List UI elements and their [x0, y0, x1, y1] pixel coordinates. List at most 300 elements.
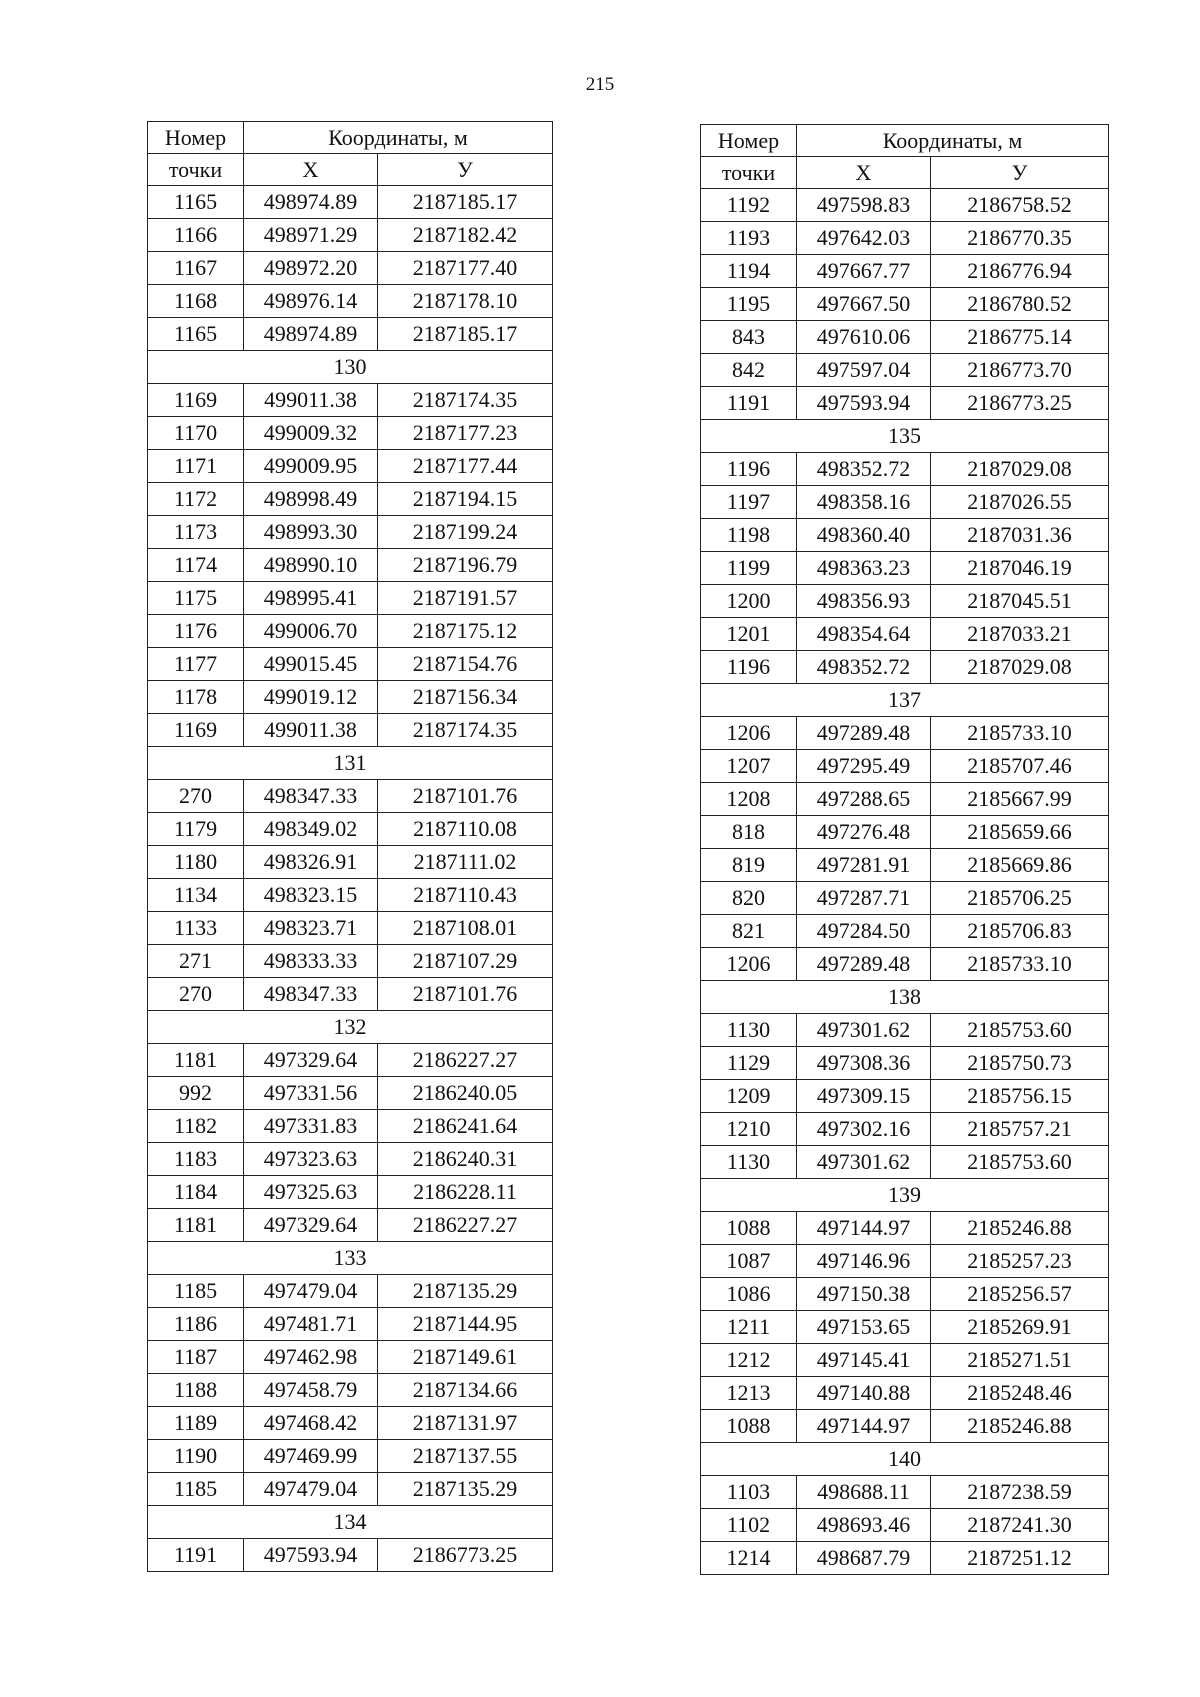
section-row: [148, 1506, 553, 1539]
y-coordinate-cell: 2187135.29: [378, 1473, 553, 1506]
table-row: [701, 783, 1109, 816]
point-number-cell: 1176: [148, 615, 244, 648]
x-coordinate-cell: 497325.63: [244, 1176, 378, 1209]
y-coordinate-cell: 2187135.29: [378, 1275, 553, 1308]
y-coordinate-cell: 2186227.27: [378, 1209, 553, 1242]
y-coordinate-cell: 2186227.27: [378, 1044, 553, 1077]
table-row: [701, 255, 1109, 288]
table-row: [148, 1275, 553, 1308]
point-number-cell: 1177: [148, 648, 244, 681]
point-number-cell: 1179: [148, 813, 244, 846]
x-coordinate-cell: 498323.15: [244, 879, 378, 912]
table-row: [148, 813, 553, 846]
y-coordinate-cell: 2187134.66: [378, 1374, 553, 1407]
table-row: [148, 1539, 553, 1572]
x-coordinate-cell: 498326.91: [244, 846, 378, 879]
point-number-cell: 819: [701, 849, 797, 882]
point-number-cell: 1134: [148, 879, 244, 912]
header-coordinates: Координаты, м: [797, 125, 1109, 157]
table-row: [701, 618, 1109, 651]
y-coordinate-cell: 2185756.15: [931, 1080, 1109, 1113]
point-number-cell: 1201: [701, 618, 797, 651]
y-coordinate-cell: 2187101.76: [378, 978, 553, 1011]
section-row: [148, 1011, 553, 1044]
y-coordinate-cell: 2187185.17: [378, 318, 553, 351]
y-coordinate-cell: 2187185.17: [378, 186, 553, 219]
table-row: [148, 1176, 553, 1209]
table-row: [148, 450, 553, 483]
point-number-cell: 1189: [148, 1407, 244, 1440]
section-row: [701, 420, 1109, 453]
x-coordinate-cell: 498688.11: [797, 1476, 931, 1509]
point-number-cell: 1171: [148, 450, 244, 483]
table-row: [148, 681, 553, 714]
y-coordinate-cell: 2187029.08: [931, 651, 1109, 684]
point-number-cell: 818: [701, 816, 797, 849]
point-number-cell: 270: [148, 780, 244, 813]
section-row: [148, 351, 553, 384]
point-number-cell: 1088: [701, 1212, 797, 1245]
table-row: [701, 717, 1109, 750]
header-coordinates: Координаты, м: [244, 122, 553, 154]
x-coordinate-cell: 497276.48: [797, 816, 931, 849]
y-coordinate-cell: 2185753.60: [931, 1014, 1109, 1047]
x-coordinate-cell: 497331.56: [244, 1077, 378, 1110]
point-number-cell: 1187: [148, 1341, 244, 1374]
point-number-cell: 1183: [148, 1143, 244, 1176]
x-coordinate-cell: 497610.06: [797, 321, 931, 354]
y-coordinate-cell: 2185257.23: [931, 1245, 1109, 1278]
header-point-number-line2: точки: [148, 154, 244, 186]
point-number-cell: 1168: [148, 285, 244, 318]
table-row: [701, 1377, 1109, 1410]
y-coordinate-cell: 2187108.01: [378, 912, 553, 945]
x-coordinate-cell: 498363.23: [797, 552, 931, 585]
x-coordinate-cell: 497308.36: [797, 1047, 931, 1080]
header-point-number-line2: точки: [701, 157, 797, 189]
x-coordinate-cell: 497667.77: [797, 255, 931, 288]
header-x: X: [244, 154, 378, 186]
y-coordinate-cell: 2186758.52: [931, 189, 1109, 222]
table-row: [148, 417, 553, 450]
x-coordinate-cell: 499009.32: [244, 417, 378, 450]
y-coordinate-cell: 2187154.76: [378, 648, 553, 681]
table-row: [701, 1278, 1109, 1311]
x-coordinate-cell: 498358.16: [797, 486, 931, 519]
x-coordinate-cell: 497281.91: [797, 849, 931, 882]
point-number-cell: 1196: [701, 453, 797, 486]
point-number-cell: 843: [701, 321, 797, 354]
point-number-cell: 1169: [148, 714, 244, 747]
x-coordinate-cell: 497153.65: [797, 1311, 931, 1344]
point-number-cell: 1193: [701, 222, 797, 255]
x-coordinate-cell: 498354.64: [797, 618, 931, 651]
y-coordinate-cell: 2185757.21: [931, 1113, 1109, 1146]
y-coordinate-cell: 2187045.51: [931, 585, 1109, 618]
point-number-cell: 1195: [701, 288, 797, 321]
table-row: [701, 1542, 1109, 1575]
header-point-number: Номер: [148, 122, 244, 154]
y-coordinate-cell: 2186241.64: [378, 1110, 553, 1143]
y-coordinate-cell: 2186773.70: [931, 354, 1109, 387]
y-coordinate-cell: 2185256.57: [931, 1278, 1109, 1311]
point-number-cell: 1185: [148, 1473, 244, 1506]
y-coordinate-cell: 2187033.21: [931, 618, 1109, 651]
x-coordinate-cell: 497597.04: [797, 354, 931, 387]
x-coordinate-cell: 498356.93: [797, 585, 931, 618]
y-coordinate-cell: 2187196.79: [378, 549, 553, 582]
y-coordinate-cell: 2187110.43: [378, 879, 553, 912]
y-coordinate-cell: 2185707.46: [931, 750, 1109, 783]
table-row: [701, 1311, 1109, 1344]
table-row: [148, 714, 553, 747]
table-row: [148, 1407, 553, 1440]
table-row: [148, 219, 553, 252]
point-number-cell: 1192: [701, 189, 797, 222]
x-coordinate-cell: 498352.72: [797, 651, 931, 684]
coordinates-table-right: [700, 124, 1109, 1575]
y-coordinate-cell: 2187251.12: [931, 1542, 1109, 1575]
point-number-cell: 1210: [701, 1113, 797, 1146]
x-coordinate-cell: 499011.38: [244, 714, 378, 747]
x-coordinate-cell: 497289.48: [797, 717, 931, 750]
x-coordinate-cell: 497295.49: [797, 750, 931, 783]
y-coordinate-cell: 2187177.44: [378, 450, 553, 483]
x-coordinate-cell: 497140.88: [797, 1377, 931, 1410]
section-number: 139: [701, 1179, 1109, 1212]
y-coordinate-cell: 2187182.42: [378, 219, 553, 252]
x-coordinate-cell: 497144.97: [797, 1410, 931, 1443]
section-number: 135: [701, 420, 1109, 453]
y-coordinate-cell: 2185246.88: [931, 1410, 1109, 1443]
section-number: 133: [148, 1242, 553, 1275]
table-row: [148, 1473, 553, 1506]
x-coordinate-cell: 497145.41: [797, 1344, 931, 1377]
point-number-cell: 1181: [148, 1209, 244, 1242]
point-number-cell: 1190: [148, 1440, 244, 1473]
section-row: [701, 1179, 1109, 1212]
y-coordinate-cell: 2187131.97: [378, 1407, 553, 1440]
y-coordinate-cell: 2187149.61: [378, 1341, 553, 1374]
table-row: [701, 1476, 1109, 1509]
point-number-cell: 1194: [701, 255, 797, 288]
x-coordinate-cell: 497462.98: [244, 1341, 378, 1374]
point-number-cell: 1181: [148, 1044, 244, 1077]
x-coordinate-cell: 498971.29: [244, 219, 378, 252]
point-number-cell: 992: [148, 1077, 244, 1110]
section-number: 131: [148, 747, 553, 780]
y-coordinate-cell: 2187174.35: [378, 384, 553, 417]
header-y: У: [931, 157, 1109, 189]
table-row: [701, 222, 1109, 255]
table-row: [148, 483, 553, 516]
point-number-cell: 1130: [701, 1146, 797, 1179]
table-row: [701, 1509, 1109, 1542]
table-row: [701, 552, 1109, 585]
table-row: [148, 648, 553, 681]
y-coordinate-cell: 2185669.86: [931, 849, 1109, 882]
table-row: [148, 1341, 553, 1374]
y-coordinate-cell: 2186770.35: [931, 222, 1109, 255]
y-coordinate-cell: 2185271.51: [931, 1344, 1109, 1377]
point-number-cell: 1087: [701, 1245, 797, 1278]
table-row: [701, 585, 1109, 618]
section-row: [701, 684, 1109, 717]
point-number-cell: 270: [148, 978, 244, 1011]
table-row: [701, 189, 1109, 222]
point-number-cell: 1198: [701, 519, 797, 552]
y-coordinate-cell: 2187191.57: [378, 582, 553, 615]
table-row: [701, 1047, 1109, 1080]
page-number: 215: [585, 74, 615, 95]
point-number-cell: 1165: [148, 318, 244, 351]
section-number: 138: [701, 981, 1109, 1014]
section-row: [701, 981, 1109, 1014]
point-number-cell: 1167: [148, 252, 244, 285]
table-row: [148, 384, 553, 417]
y-coordinate-cell: 2187026.55: [931, 486, 1109, 519]
point-number-cell: 1185: [148, 1275, 244, 1308]
y-coordinate-cell: 2187107.29: [378, 945, 553, 978]
section-number: 137: [701, 684, 1109, 717]
table-row: [701, 1113, 1109, 1146]
point-number-cell: 842: [701, 354, 797, 387]
table-row: [148, 1440, 553, 1473]
point-number-cell: 1129: [701, 1047, 797, 1080]
x-coordinate-cell: 497329.64: [244, 1044, 378, 1077]
x-coordinate-cell: 497284.50: [797, 915, 931, 948]
y-coordinate-cell: 2187178.10: [378, 285, 553, 318]
y-coordinate-cell: 2187031.36: [931, 519, 1109, 552]
table-row: [701, 486, 1109, 519]
table-row: [148, 780, 553, 813]
x-coordinate-cell: 497329.64: [244, 1209, 378, 1242]
x-coordinate-cell: 497323.63: [244, 1143, 378, 1176]
point-number-cell: 1209: [701, 1080, 797, 1113]
point-number-cell: 1170: [148, 417, 244, 450]
point-number-cell: 1133: [148, 912, 244, 945]
table-row: [148, 615, 553, 648]
x-coordinate-cell: 497150.38: [797, 1278, 931, 1311]
table-row: [148, 1110, 553, 1143]
point-number-cell: 1214: [701, 1542, 797, 1575]
x-coordinate-cell: 498693.46: [797, 1509, 931, 1542]
table-row: [701, 453, 1109, 486]
table-row: [148, 1308, 553, 1341]
x-coordinate-cell: 497289.48: [797, 948, 931, 981]
point-number-cell: 1206: [701, 717, 797, 750]
table-row: [148, 846, 553, 879]
table-row: [148, 549, 553, 582]
x-coordinate-cell: 497479.04: [244, 1275, 378, 1308]
x-coordinate-cell: 498993.30: [244, 516, 378, 549]
y-coordinate-cell: 2187046.19: [931, 552, 1109, 585]
x-coordinate-cell: 498323.71: [244, 912, 378, 945]
y-coordinate-cell: 2187175.12: [378, 615, 553, 648]
table-row: [701, 1410, 1109, 1443]
point-number-cell: 1200: [701, 585, 797, 618]
x-coordinate-cell: 498974.89: [244, 186, 378, 219]
x-coordinate-cell: 497301.62: [797, 1146, 931, 1179]
point-number-cell: 1188: [148, 1374, 244, 1407]
x-coordinate-cell: 499019.12: [244, 681, 378, 714]
y-coordinate-cell: 2187137.55: [378, 1440, 553, 1473]
y-coordinate-cell: 2187194.15: [378, 483, 553, 516]
point-number-cell: 1199: [701, 552, 797, 585]
x-coordinate-cell: 498974.89: [244, 318, 378, 351]
section-number: 132: [148, 1011, 553, 1044]
table-row: [148, 1374, 553, 1407]
y-coordinate-cell: 2185733.10: [931, 717, 1109, 750]
table-row: [701, 816, 1109, 849]
table-row: [701, 387, 1109, 420]
x-coordinate-cell: 497593.94: [244, 1539, 378, 1572]
point-number-cell: 1207: [701, 750, 797, 783]
point-number-cell: 1184: [148, 1176, 244, 1209]
section-number: 134: [148, 1506, 553, 1539]
x-coordinate-cell: 499015.45: [244, 648, 378, 681]
point-number-cell: 1086: [701, 1278, 797, 1311]
table-row: [148, 582, 553, 615]
x-coordinate-cell: 499011.38: [244, 384, 378, 417]
x-coordinate-cell: 498687.79: [797, 1542, 931, 1575]
y-coordinate-cell: 2186773.25: [931, 387, 1109, 420]
table-row: [701, 288, 1109, 321]
x-coordinate-cell: 497479.04: [244, 1473, 378, 1506]
x-coordinate-cell: 498360.40: [797, 519, 931, 552]
y-coordinate-cell: 2186240.31: [378, 1143, 553, 1176]
x-coordinate-cell: 498998.49: [244, 483, 378, 516]
point-number-cell: 821: [701, 915, 797, 948]
y-coordinate-cell: 2187156.34: [378, 681, 553, 714]
y-coordinate-cell: 2185659.66: [931, 816, 1109, 849]
x-coordinate-cell: 497642.03: [797, 222, 931, 255]
y-coordinate-cell: 2185248.46: [931, 1377, 1109, 1410]
y-coordinate-cell: 2187029.08: [931, 453, 1109, 486]
table-row: [701, 1014, 1109, 1047]
x-coordinate-cell: 499009.95: [244, 450, 378, 483]
x-coordinate-cell: 497288.65: [797, 783, 931, 816]
y-coordinate-cell: 2185706.83: [931, 915, 1109, 948]
section-number: 130: [148, 351, 553, 384]
x-coordinate-cell: 497144.97: [797, 1212, 931, 1245]
y-coordinate-cell: 2187101.76: [378, 780, 553, 813]
point-number-cell: 1088: [701, 1410, 797, 1443]
y-coordinate-cell: 2187177.23: [378, 417, 553, 450]
point-number-cell: 1178: [148, 681, 244, 714]
x-coordinate-cell: 497458.79: [244, 1374, 378, 1407]
x-coordinate-cell: 497331.83: [244, 1110, 378, 1143]
x-coordinate-cell: 497302.16: [797, 1113, 931, 1146]
x-coordinate-cell: 497468.42: [244, 1407, 378, 1440]
table-row: [148, 912, 553, 945]
section-row: [148, 747, 553, 780]
table-row: [148, 318, 553, 351]
table-row: [148, 1209, 553, 1242]
table-row: [701, 1344, 1109, 1377]
coordinates-table-left: [147, 121, 553, 1572]
y-coordinate-cell: 2187241.30: [931, 1509, 1109, 1542]
table-row: [148, 516, 553, 549]
table-row: [148, 945, 553, 978]
point-number-cell: 1102: [701, 1509, 797, 1542]
point-number-cell: 1186: [148, 1308, 244, 1341]
point-number-cell: 1197: [701, 486, 797, 519]
y-coordinate-cell: 2186240.05: [378, 1077, 553, 1110]
y-coordinate-cell: 2187144.95: [378, 1308, 553, 1341]
point-number-cell: 1196: [701, 651, 797, 684]
table-row: [701, 849, 1109, 882]
x-coordinate-cell: 497598.83: [797, 189, 931, 222]
point-number-cell: 1165: [148, 186, 244, 219]
x-coordinate-cell: 497309.15: [797, 1080, 931, 1113]
x-coordinate-cell: 498352.72: [797, 453, 931, 486]
x-coordinate-cell: 497593.94: [797, 387, 931, 420]
y-coordinate-cell: 2185246.88: [931, 1212, 1109, 1245]
x-coordinate-cell: 497301.62: [797, 1014, 931, 1047]
section-row: [148, 1242, 553, 1275]
table-row: [701, 1146, 1109, 1179]
header-point-number: Номер: [701, 125, 797, 157]
y-coordinate-cell: 2186776.94: [931, 255, 1109, 288]
x-coordinate-cell: 498995.41: [244, 582, 378, 615]
point-number-cell: 1172: [148, 483, 244, 516]
point-number-cell: 1206: [701, 948, 797, 981]
table-row: [148, 285, 553, 318]
table-row: [148, 252, 553, 285]
x-coordinate-cell: 498349.02: [244, 813, 378, 846]
x-coordinate-cell: 497146.96: [797, 1245, 931, 1278]
y-coordinate-cell: 2186773.25: [378, 1539, 553, 1572]
table-row: [701, 1245, 1109, 1278]
y-coordinate-cell: 2187174.35: [378, 714, 553, 747]
y-coordinate-cell: 2187238.59: [931, 1476, 1109, 1509]
table-row: [148, 1044, 553, 1077]
point-number-cell: 1173: [148, 516, 244, 549]
table-row: [701, 354, 1109, 387]
y-coordinate-cell: 2187199.24: [378, 516, 553, 549]
section-row: [701, 1443, 1109, 1476]
table-row: [701, 1212, 1109, 1245]
x-coordinate-cell: 497469.99: [244, 1440, 378, 1473]
table-row: [148, 1077, 553, 1110]
table-row: [701, 651, 1109, 684]
y-coordinate-cell: 2185269.91: [931, 1311, 1109, 1344]
point-number-cell: 1174: [148, 549, 244, 582]
x-coordinate-cell: 499006.70: [244, 615, 378, 648]
y-coordinate-cell: 2185733.10: [931, 948, 1109, 981]
point-number-cell: 1191: [701, 387, 797, 420]
point-number-cell: 271: [148, 945, 244, 978]
y-coordinate-cell: 2187110.08: [378, 813, 553, 846]
x-coordinate-cell: 497481.71: [244, 1308, 378, 1341]
table-row: [148, 1143, 553, 1176]
y-coordinate-cell: 2185750.73: [931, 1047, 1109, 1080]
point-number-cell: 1211: [701, 1311, 797, 1344]
y-coordinate-cell: 2186780.52: [931, 288, 1109, 321]
point-number-cell: 1169: [148, 384, 244, 417]
point-number-cell: 1191: [148, 1539, 244, 1572]
table-row: [701, 750, 1109, 783]
header-x: X: [797, 157, 931, 189]
point-number-cell: 1208: [701, 783, 797, 816]
y-coordinate-cell: 2185706.25: [931, 882, 1109, 915]
table-row: [701, 1080, 1109, 1113]
table-row: [701, 948, 1109, 981]
x-coordinate-cell: 498972.20: [244, 252, 378, 285]
header-y: У: [378, 154, 553, 186]
table-row: [701, 321, 1109, 354]
